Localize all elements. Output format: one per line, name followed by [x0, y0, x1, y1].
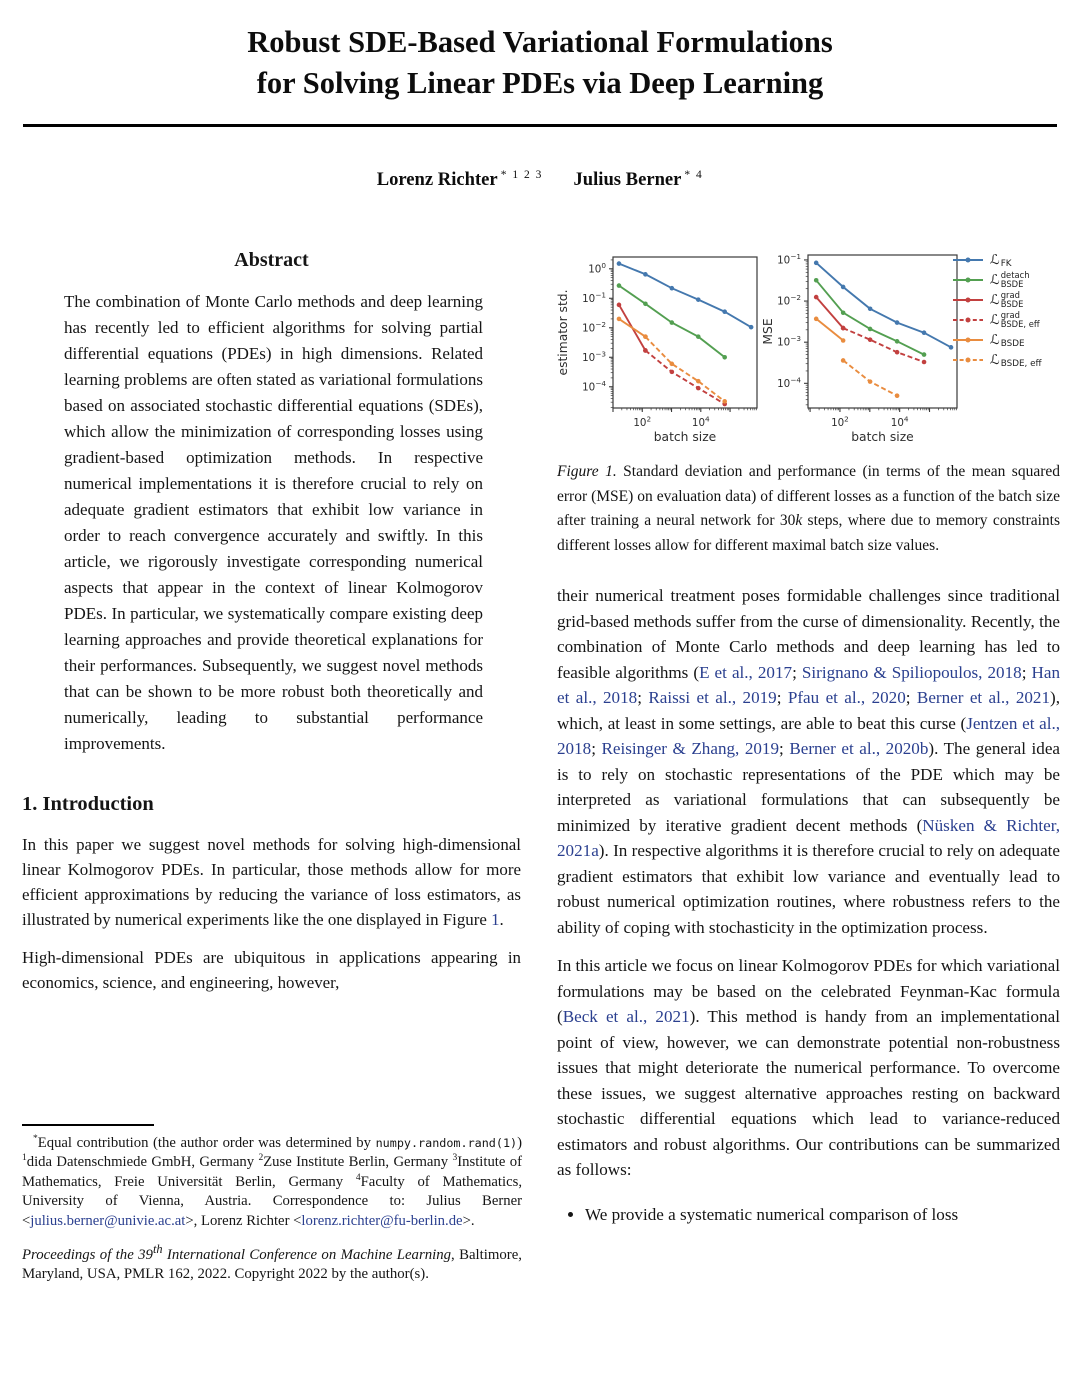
citation-link[interactable]: Beck et al., 2021: [562, 1007, 690, 1026]
loss-symbol: ℒ: [990, 312, 1000, 328]
estimator-std-chart: [557, 257, 757, 444]
data-point-L_BSDE_eff: [643, 334, 648, 339]
citation-link[interactable]: Reisinger & Zhang, 2019: [601, 739, 780, 758]
data-point-L_BSDE_eff: [868, 379, 873, 384]
y-axis-label: estimator std.: [557, 289, 570, 376]
legend-label: [990, 332, 1025, 348]
legend-item: [953, 330, 1042, 350]
citation-link[interactable]: Pfau et al., 2020: [787, 688, 906, 707]
series-line-L_BSDE_detach: [816, 280, 924, 354]
italic-text: International Conference on Machine Learning: [162, 1246, 452, 1263]
text-segment: *: [33, 1133, 38, 1144]
right-paragraph-2: [557, 953, 1060, 1183]
data-point-L_BSDE_detach: [722, 355, 727, 360]
author-affiliation-superscript: * 4: [684, 168, 704, 181]
tick-label: $10^2$: [633, 414, 652, 429]
data-point-L_BSDE_grad_eff: [895, 350, 900, 355]
loss-symbol: ℒ: [990, 332, 1000, 348]
authors-line: [0, 169, 1080, 191]
data-point-L_BSDE_eff: [841, 358, 846, 363]
loss-subscript: BSDE: [1000, 279, 1024, 289]
legend-marker: [966, 338, 971, 343]
text-segment: ;: [776, 688, 788, 707]
data-point-L_FK: [617, 261, 622, 266]
tick-label: $10^{-2}$: [582, 319, 606, 335]
paper-title-line2: for Solving Linear PDEs via Deep Learning: [256, 66, 824, 100]
data-point-L_BSDE_grad_eff: [868, 337, 873, 342]
legend-item: [953, 290, 1042, 310]
footnote-divider: [22, 1124, 154, 1126]
text-segment: Zuse Institute Berlin, Germany: [263, 1154, 453, 1171]
paper-title: [0, 22, 1080, 104]
figure-1: [557, 243, 1060, 450]
data-point-L_BSDE: [841, 338, 846, 343]
tick-label: $10^{-3}$: [582, 349, 606, 364]
text-segment: ). In respective algorithms it is therefore crucial to rely on adequate gradient estimators that exhibit low variance and eventually lead to robust numerical optimization routines, where robustness refers to the ability of coping with stochasticity in the optimization process.: [557, 841, 1060, 937]
series-line-L_BSDE: [619, 319, 645, 337]
citation-link[interactable]: lorenz.richter@fu-berlin.de: [301, 1212, 463, 1229]
legend-label: [990, 352, 1042, 368]
series-line-L_BSDE_eff: [843, 360, 897, 395]
data-point-L_BSDE_detach: [617, 283, 622, 288]
x-axis-label: batch size: [851, 430, 914, 444]
data-point-L_FK: [696, 297, 701, 302]
loss-subscript: BSDE, eff: [1000, 319, 1040, 329]
data-point-L_FK: [814, 261, 819, 266]
tick-label: $10^4$: [691, 414, 710, 429]
data-point-L_BSDE_detach: [814, 278, 819, 283]
loss-superscript: detach: [1000, 270, 1030, 281]
tick-label: $10^4$: [890, 414, 909, 429]
legend-marker: [966, 258, 971, 263]
citation-link[interactable]: Raissi et al., 2019: [648, 688, 777, 707]
loss-subscript: BSDE: [1000, 339, 1025, 349]
data-point-L_FK: [643, 272, 648, 277]
text-segment: 4: [355, 1172, 361, 1183]
legend-item: [953, 270, 1042, 290]
tick-label: $10^{-2}$: [777, 293, 801, 308]
text-segment: ). The general idea is to rely on stochastic representations of the PDE which may be interpreted as variational formulations that can subsequently be minimized by iterative gradient decent methods (: [557, 739, 1061, 835]
data-point-L_BSDE_eff: [895, 393, 900, 398]
text-segment: ). This method is handy from an implementational point of view, however, we can demonstrate potential non-robustness issues that might deteriorate the numerical performance. To overcome these issues, we suggest alternative approaches resting on backward stochastic differential equations which lead to variance-reduced estimators and robust algorithms. Our contributions can be summarized as follows:: [557, 1007, 1060, 1179]
legend-label: [990, 271, 1030, 289]
proceedings-text: [22, 1241, 522, 1286]
paper-title-line1: Robust SDE-Based Variational Formulations: [247, 25, 833, 59]
text-segment: ;: [637, 688, 649, 707]
data-point-L_FK: [749, 325, 754, 330]
contributions-list: [557, 1202, 1060, 1228]
data-point-L_FK: [722, 309, 727, 314]
tick-label: $10^{-4}$: [777, 375, 801, 390]
section-heading-introduction: 1. Introduction: [22, 793, 154, 815]
italic-text: th: [152, 1241, 163, 1256]
series-line-L_BSDE_grad_eff: [843, 328, 924, 362]
text-segment: their numerical treatment poses formidable challenges since traditional grid-based methods suffer from the curse of dimensionality. Recently, the combination of Monte Carlo methods and deep learning has led to feasible algorithms (: [557, 586, 1060, 682]
loss-subscript: BSDE, eff: [1000, 359, 1042, 369]
data-point-L_BSDE_detach: [696, 334, 701, 339]
citation-link[interactable]: julius.berner@univie.ac.at: [30, 1212, 186, 1229]
contribution-bullet-1: [585, 1202, 1060, 1228]
legend-marker: [966, 318, 971, 323]
axes-box: [808, 255, 957, 408]
legend-line-sample: [953, 314, 983, 326]
citation-link[interactable]: Nüsken & Richter, 2021a: [557, 815, 1060, 860]
loss-subscript: BSDE: [1000, 299, 1024, 309]
data-point-L_BSDE_detach: [670, 320, 675, 325]
tick-label: $10^0$: [588, 260, 606, 276]
loss-superscript: grad: [1000, 310, 1020, 321]
tick-label: $10^2$: [831, 414, 849, 429]
text-segment: In this article we focus on linear Kolmogorov PDEs for which variational formulations may be based on the celebrated Feynman-Kac formula (: [557, 956, 1060, 1026]
data-point-L_BSDE_eff: [696, 379, 701, 384]
data-point-L_BSDE_eff: [722, 399, 727, 404]
abstract-heading: Abstract: [234, 249, 309, 271]
data-point-L_BSDE_detach: [643, 302, 648, 307]
data-point-L_BSDE_grad: [617, 303, 622, 308]
text-segment: ;: [779, 739, 790, 758]
legend-marker: [966, 278, 971, 283]
author-name: Julius Berner: [573, 169, 682, 190]
mse-chart: [761, 252, 957, 444]
left-column: [22, 243, 521, 1008]
author-affiliation-superscript: * 1 2 3: [500, 168, 543, 181]
series-line-L_BSDE_eff: [645, 337, 724, 402]
data-point-L_BSDE_grad_eff: [841, 326, 846, 331]
data-point-L_BSDE_detach: [895, 339, 900, 344]
abstract-text: The combination of Monte Carlo methods and deep learning has recently led to efficient algorithms for solving partial differential equations (PDEs) in high dimensions. Related learning problems are often stated as variational formulations based on associated stochastic differential equations (SDEs), which allow the minimization of corresponding losses using gradient-based optimization methods. In respective numerical implementations it is therefore crucial to rely on adequate gradient estimators that exhibit low variance in order to reach convergence accurately and swiftly. In this article, we rigorously investigate corresponding numerical aspects that appear in the context of linear Kolmogorov PDEs. In particular, we systematically compare existing deep learning approaches and provide theoretical explanations for their performances. Subsequently, we suggest novel methods that can be shown to be more robust both theoretically and numerically, leading to substantial performance improvements.: [64, 292, 483, 753]
y-axis-label: MSE: [761, 318, 775, 345]
citation-link[interactable]: E et al., 2017: [699, 662, 793, 682]
x-axis-label: batch size: [653, 430, 717, 444]
text-segment: steps, where due to memory constraints different losses allow for different maximal batch size values.: [557, 512, 1061, 554]
figure-legend: [953, 250, 1042, 370]
right-paragraph-1: [557, 583, 1060, 940]
author-name: Lorenz Richter: [376, 169, 498, 190]
loss-superscript: grad: [1000, 290, 1020, 301]
data-point-L_BSDE_detach: [868, 327, 873, 332]
intro-paragraph-1: [22, 832, 521, 932]
italic-text: Figure 1.: [557, 463, 617, 480]
text-segment: 1: [22, 1153, 27, 1164]
text-segment: ;: [792, 662, 802, 682]
legend-item: [953, 250, 1042, 270]
figure-caption: [557, 460, 1060, 558]
citation-link[interactable]: Sirignano & Spiliopoulos, 2018: [801, 662, 1022, 682]
legend-item: [953, 350, 1042, 370]
loss-symbol: ℒ: [990, 292, 1000, 308]
data-point-L_FK: [841, 285, 846, 290]
data-point-L_BSDE_eff: [670, 362, 675, 367]
text-segment: Faculty of Mathematics, University of Vienna, Austria. Correspondence to: Julius Berner <: [22, 1173, 522, 1229]
text-segment: >.: [462, 1212, 475, 1229]
series-line-L_BSDE_grad: [816, 297, 843, 328]
data-point-L_FK: [868, 306, 873, 311]
data-point-L_FK: [895, 320, 900, 325]
italic-text: Proceedings of the 39: [22, 1246, 153, 1263]
author-lorenz-richter: [377, 169, 543, 190]
intro-paragraph-2: High-dimensional PDEs are ubiquitous in applications appearing in economics, science, and engineering, however,: [22, 948, 521, 992]
text-segment: 2: [258, 1153, 264, 1164]
text-segment: Institute of Mathematics, Freie Universität Berlin, Germany: [22, 1154, 523, 1190]
legend-line-sample: [953, 354, 983, 366]
text-segment: In this paper we suggest novel methods for solving high-dimensional linear Kolmogorov PDEs. In particular, those methods allow for more efficient approximations by reducing the variance of loss estimators, as illustrated by numerical experiments like the one displayed in Figure: [22, 835, 521, 929]
loss-sup-sub: [1001, 271, 1030, 289]
text-segment: , Baltimore, Maryland, USA, PMLR 162, 2022. Copyright 2022 by the author(s).: [22, 1246, 522, 1283]
data-point-L_FK: [670, 286, 675, 291]
data-point-L_BSDE_detach: [841, 310, 846, 315]
series-line-L_BSDE_grad_eff: [645, 351, 724, 405]
text-segment: >, Lorenz Richter <: [185, 1212, 302, 1229]
text-segment: ;: [591, 739, 602, 758]
citation-link[interactable]: 1: [491, 910, 500, 929]
footnote-text: [22, 1134, 522, 1232]
text-segment: 3: [452, 1153, 458, 1164]
citation-link[interactable]: Han et al., 2018: [557, 662, 1060, 707]
citation-link[interactable]: Berner et al., 2020b: [789, 739, 929, 758]
legend-marker: [966, 358, 971, 363]
data-point-L_BSDE: [617, 317, 622, 322]
data-point-L_BSDE: [814, 317, 819, 322]
legend-line-sample: [953, 334, 983, 346]
inline-code: numpy.random.rand(1): [375, 1135, 518, 1150]
text-segment: Standard deviation and performance (in terms of the mean squared error (MSE) on evaluation data) of different losses as a function of the batch size after training a neural network for 30: [557, 463, 1060, 529]
loss-subscript: FK: [1000, 259, 1012, 269]
legend-label: [990, 311, 1040, 329]
data-point-L_BSDE_grad_eff: [696, 386, 701, 391]
loss-symbol: ℒ: [990, 352, 1000, 368]
legend-line-sample: [953, 294, 983, 306]
author-julius-berner: [573, 169, 703, 190]
loss-sup-sub: [1001, 291, 1024, 309]
text-segment: ), which, at least in some settings, are able to beat this curse (: [557, 688, 1060, 733]
legend-line-sample: [953, 274, 983, 286]
text-segment: .: [499, 910, 504, 929]
legend-label: [990, 252, 1012, 268]
data-point-L_BSDE_grad_eff: [670, 370, 675, 375]
data-point-L_FK: [922, 330, 927, 335]
data-point-L_BSDE_grad: [814, 295, 819, 300]
text-segment: ;: [905, 688, 917, 707]
text-segment: dida Datenschmiede GmbH, Germany: [26, 1154, 259, 1171]
data-point-L_BSDE_grad_eff: [922, 360, 927, 365]
citation-link[interactable]: Berner et al., 2021: [916, 688, 1051, 707]
legend-line-sample: [953, 254, 983, 266]
legend-marker: [966, 298, 971, 303]
data-point-L_BSDE_detach: [922, 352, 927, 357]
data-point-L_BSDE_grad_eff: [643, 348, 648, 353]
footnote-block: [22, 1124, 522, 1285]
tick-label: $10^{-4}$: [582, 378, 606, 394]
loss-symbol: ℒ: [990, 272, 1000, 288]
right-column: [557, 243, 1060, 1227]
loss-sup-sub: [1001, 311, 1040, 329]
legend-label: [990, 291, 1023, 309]
tick-label: $10^{-1}$: [582, 290, 606, 305]
citation-link[interactable]: Jentzen et al., 2018: [557, 713, 1061, 758]
contribution-text: We provide a systematic numerical comparison of loss: [585, 1204, 959, 1224]
title-divider: [23, 124, 1057, 127]
text-segment: ;: [1021, 662, 1032, 682]
italic-text: k: [795, 512, 803, 529]
text-segment: ): [517, 1134, 522, 1151]
series-line-L_FK: [619, 264, 751, 328]
legend-item: [953, 310, 1042, 330]
loss-symbol: ℒ: [990, 252, 1000, 268]
tick-label: $10^{-3}$: [777, 334, 801, 349]
text-segment: Equal contribution (the author order was determined by: [37, 1134, 376, 1151]
tick-label: $10^{-1}$: [777, 251, 801, 267]
